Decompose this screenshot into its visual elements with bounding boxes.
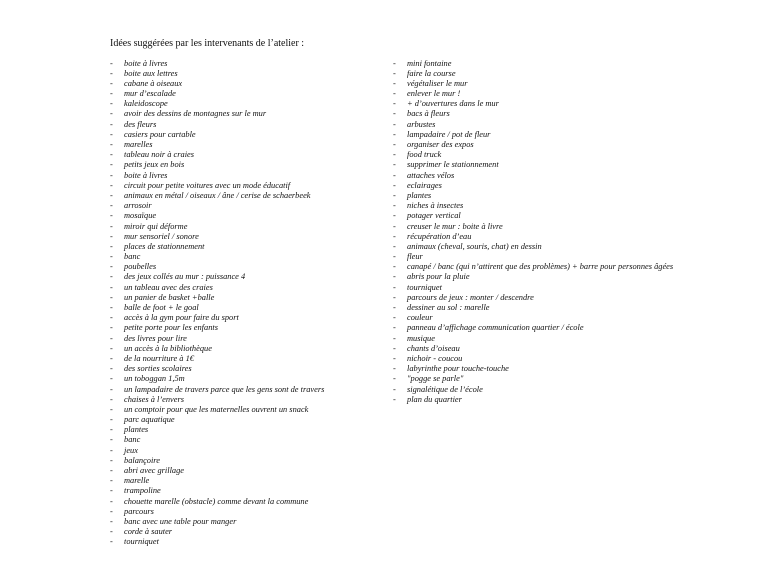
idea-text: "pogge se parle" xyxy=(407,374,464,384)
bullet-dash: - xyxy=(110,282,113,292)
bullet-dash: - xyxy=(110,353,113,363)
idea-text: circuit pour petite voitures avec un mode éducatif xyxy=(124,180,291,190)
idea-text: chaises à l’envers xyxy=(124,394,185,404)
bullet-dash: - xyxy=(110,343,113,353)
idea-text: boite aux lettres xyxy=(124,68,178,78)
idea-text: attaches vélos xyxy=(407,170,455,180)
idea-text: banc avec une table pour manger xyxy=(124,516,237,526)
idea-text: plan du quartier xyxy=(407,394,462,404)
idea-text: casiers pour cartable xyxy=(124,129,196,139)
bullet-dash: - xyxy=(110,394,113,404)
idea-text: trampoline xyxy=(124,486,161,496)
bullet-dash: - xyxy=(110,58,113,68)
bullet-dash: - xyxy=(393,323,396,333)
bullet-dash: - xyxy=(110,527,113,537)
bullet-dash: - xyxy=(110,435,113,445)
idea-text: un tableau avec des craies xyxy=(124,282,213,292)
bullet-dash: - xyxy=(110,455,113,465)
bullet-dash: - xyxy=(110,180,113,190)
bullet-dash: - xyxy=(393,129,396,139)
idea-text: tourniquet xyxy=(124,537,159,547)
bullet-dash: - xyxy=(110,323,113,333)
bullet-dash: - xyxy=(393,343,396,353)
bullet-dash: - xyxy=(110,537,113,547)
idea-text: dessiner au sol : marelle xyxy=(407,303,490,312)
bullet-dash: - xyxy=(393,272,396,282)
bullet-dash: - xyxy=(393,89,396,99)
idea-text: plantes xyxy=(124,425,149,435)
idea-text: chouette marelle (obstacle) comme devant la commune xyxy=(124,496,309,506)
idea-text: nichoir - coucou xyxy=(407,353,463,363)
idea-text: parcours xyxy=(124,506,154,516)
bullet-dash: - xyxy=(110,516,113,526)
idea-text: niches à insectes xyxy=(407,201,464,211)
idea-text: avoir des dessins de montagnes sur le mur xyxy=(124,109,267,119)
idea-text: enlever le mur ! xyxy=(407,89,461,99)
bullet-dash: - xyxy=(110,292,113,302)
bullet-dash: - xyxy=(110,211,113,221)
bullet-dash: - xyxy=(110,201,113,211)
bullet-dash: - xyxy=(393,282,396,292)
bullet-dash: - xyxy=(393,353,396,363)
bullet-dash: - xyxy=(110,415,113,425)
idea-text: un toboggan 1,5m xyxy=(124,374,185,384)
idea-text: couleur xyxy=(407,313,433,323)
idea-text: banc xyxy=(124,435,141,445)
idea-text: supprimer le stationnement xyxy=(407,160,499,170)
idea-text: des fleurs xyxy=(124,119,157,129)
idea-text: miroir qui déforme xyxy=(124,221,188,231)
idea-text: mini fontaine xyxy=(407,58,452,68)
bullet-dash: - xyxy=(110,303,113,312)
bullet-dash: - xyxy=(393,150,396,160)
idea-text: un accès à la bibliothèque xyxy=(124,343,212,353)
idea-text: marelles xyxy=(124,140,153,149)
bullet-dash: - xyxy=(110,272,113,282)
idea-text: petits jeux en bois xyxy=(124,160,185,170)
idea-text: cabane à oiseaux xyxy=(124,78,183,88)
idea-text: lampadaire / pot de fleur xyxy=(407,129,491,139)
idea-text: balançoire xyxy=(124,455,160,465)
bullet-dash: - xyxy=(110,262,113,272)
bullet-dash: - xyxy=(110,170,113,180)
idea-text: corde à sauter xyxy=(124,527,173,537)
bullet-dash: - xyxy=(393,384,396,394)
idea-text: accès à la gym pour faire du sport xyxy=(124,313,239,323)
bullet-dash: - xyxy=(393,201,396,211)
bullet-dash: - xyxy=(393,252,396,262)
bullet-dash: - xyxy=(393,68,396,78)
idea-text: faire la course xyxy=(407,68,456,78)
bullet-dash: - xyxy=(110,190,113,200)
bullet-dash: - xyxy=(110,160,113,170)
bullet-dash: - xyxy=(110,68,113,78)
idea-text: canapé / banc (qui n’attirent que des problèmes) + barre pour personnes âgées xyxy=(407,262,674,272)
bullet-dash: - xyxy=(110,374,113,384)
idea-text: petite porte pour les enfants xyxy=(124,323,218,333)
bullet-dash: - xyxy=(393,160,396,170)
bullet-dash: - xyxy=(393,180,396,190)
bullet-dash: - xyxy=(393,170,396,180)
idea-text: tableau noir à craies xyxy=(124,150,195,160)
idea-text: un lampadaire de travers parce que les gens sont de travers xyxy=(124,384,325,394)
idea-text: labyrinthe pour touche-touche xyxy=(407,364,509,374)
idea-text: mosaïque xyxy=(124,211,157,221)
bullet-dash: - xyxy=(110,425,113,435)
idea-text: des sorties scolaires xyxy=(124,364,192,374)
bullet-dash: - xyxy=(110,221,113,231)
idea-text: boite à livres xyxy=(124,170,168,180)
bullet-dash: - xyxy=(393,140,396,149)
idea-text: des livres pour lire xyxy=(124,333,187,343)
bullet-dash: - xyxy=(110,313,113,323)
bullet-dash: - xyxy=(393,221,396,231)
page-title: Idées suggérées par les intervenants de l’atelier : xyxy=(110,38,305,49)
idea-text: abris pour la pluie xyxy=(407,272,470,282)
idea-text: abri avec grillage xyxy=(124,466,185,475)
bullet-dash: - xyxy=(110,99,113,109)
idea-text: panneau d’affichage communication quartier / école xyxy=(407,323,584,333)
bullet-dash: - xyxy=(110,78,113,88)
idea-text: balle de foot + le goal xyxy=(124,303,199,312)
bullet-dash: - xyxy=(110,241,113,251)
idea-text: signalétique de l’école xyxy=(407,384,483,394)
bullet-dash: - xyxy=(393,119,396,129)
bullet-dash: - xyxy=(393,303,396,312)
idea-text: mur d’escalade xyxy=(124,89,176,99)
bullet-dash: - xyxy=(110,466,113,475)
idea-text: kaleidoscope xyxy=(124,99,168,109)
bullet-dash: - xyxy=(393,58,396,68)
bullet-dash: - xyxy=(393,99,396,109)
bullet-dash: - xyxy=(393,333,396,343)
idea-text: animaux en métal / oiseaux / âne / cerise de schaerbeek xyxy=(124,190,311,200)
bullet-dash: - xyxy=(110,252,113,262)
bullet-dash: - xyxy=(393,241,396,251)
idea-text: potager vertical xyxy=(407,211,461,221)
bullet-dash: - xyxy=(110,506,113,516)
idea-text: marelle xyxy=(124,476,150,486)
idea-text: parcours de jeux : monter / descendre xyxy=(407,292,534,302)
bullet-dash: - xyxy=(110,404,113,414)
idea-text: food truck xyxy=(407,150,442,160)
idea-text: animaux (cheval, souris, chat) en dessin xyxy=(407,241,542,251)
bullet-dash: - xyxy=(393,374,396,384)
bullet-dash: - xyxy=(110,89,113,99)
idea-text: de la nourriture à 1€ xyxy=(124,353,194,363)
bullet-dash: - xyxy=(393,262,396,272)
bullet-dash: - xyxy=(110,445,113,455)
idea-text: banc xyxy=(124,252,141,262)
bullet-dash: - xyxy=(110,231,113,241)
idea-text: jeux xyxy=(124,445,138,455)
idea-text: mur sensoriel / sonore xyxy=(124,231,199,241)
bullet-dash: - xyxy=(393,190,396,200)
bullet-dash: - xyxy=(110,364,113,374)
bullet-dash: - xyxy=(110,486,113,496)
bullet-dash: - xyxy=(110,109,113,119)
bullet-dash: - xyxy=(393,109,396,119)
bullet-dash: - xyxy=(393,231,396,241)
idea-text: plantes xyxy=(407,190,432,200)
idea-text: tourniquet xyxy=(407,282,442,292)
idea-text: fleur xyxy=(407,252,423,262)
idea-text: arrosoir xyxy=(124,201,152,211)
idea-text: bacs à fleurs xyxy=(407,109,450,119)
bullet-dash: - xyxy=(110,496,113,506)
idea-text: poubelles xyxy=(124,262,157,272)
idea-text: creuser le mur : boite à livre xyxy=(407,221,503,231)
bullet-dash: - xyxy=(110,333,113,343)
idea-text: places de stationnement xyxy=(124,241,205,251)
idea-text: organiser des expos xyxy=(407,140,474,149)
idea-text: un panier de basket +balle xyxy=(124,292,215,302)
bullet-dash: - xyxy=(110,476,113,486)
bullet-dash: - xyxy=(110,119,113,129)
idea-text: arbustes xyxy=(407,119,436,129)
idea-text: musique xyxy=(407,333,435,343)
bullet-dash: - xyxy=(393,292,396,302)
bullet-dash: - xyxy=(393,313,396,323)
bullet-dash: - xyxy=(110,140,113,149)
bullet-dash: - xyxy=(110,150,113,160)
idea-text: eclairages xyxy=(407,180,442,190)
bullet-dash: - xyxy=(393,211,396,221)
bullet-dash: - xyxy=(393,364,396,374)
bullet-dash: - xyxy=(110,384,113,394)
bullet-dash: - xyxy=(110,129,113,139)
idea-text: des jeux collés au mur : puissance 4 xyxy=(124,272,246,282)
idea-text: boite à livres xyxy=(124,58,168,68)
idea-text: un comptoir pour que les maternelles ouvrent un snack xyxy=(124,404,309,414)
idea-text: + d’ouvertures dans le mur xyxy=(407,99,499,109)
idea-text: parc aquatique xyxy=(124,415,175,425)
bullet-dash: - xyxy=(393,78,396,88)
idea-text: chants d’oiseau xyxy=(407,343,460,353)
bullet-dash: - xyxy=(393,394,396,404)
idea-text: végétaliser le mur xyxy=(407,78,468,88)
idea-text: récupération d’eau xyxy=(407,231,472,241)
